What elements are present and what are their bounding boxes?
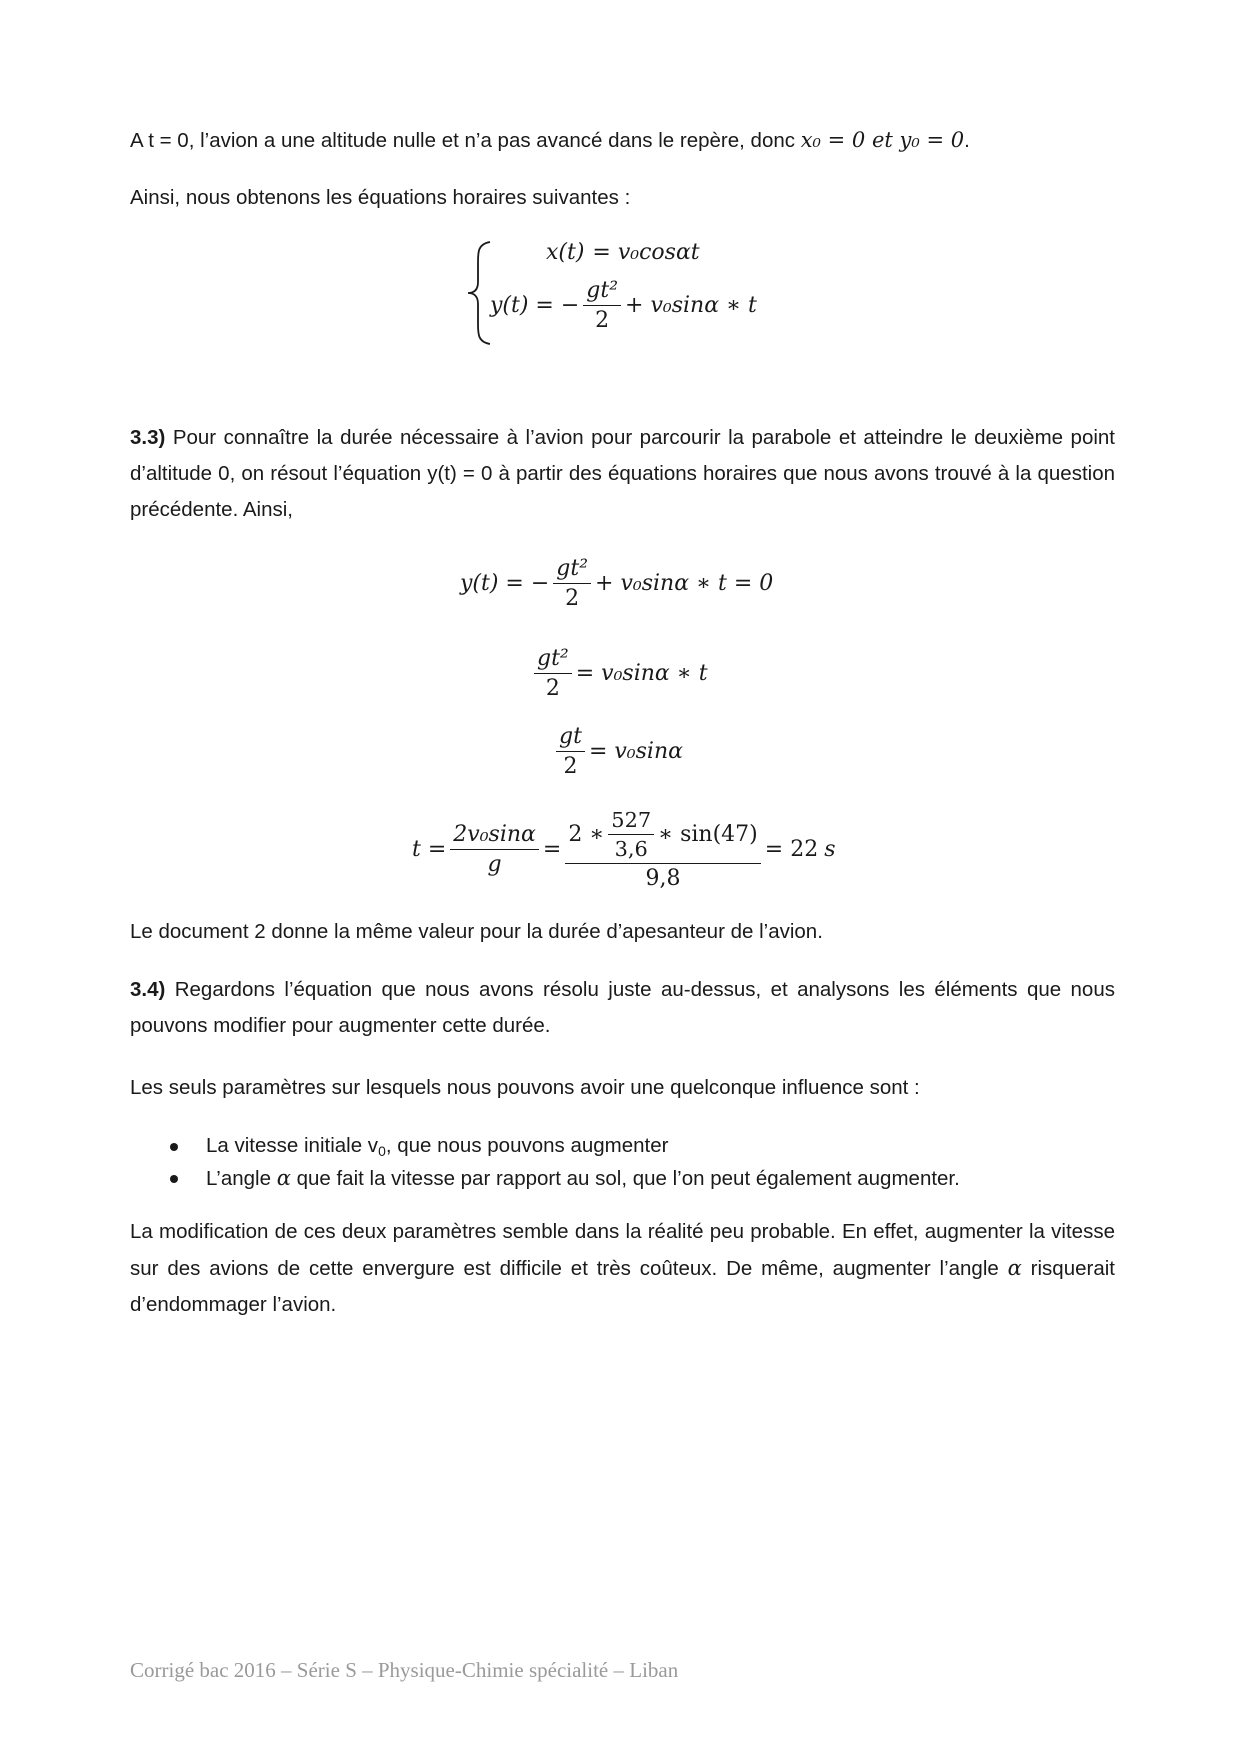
eq-b [530, 646, 708, 701]
eqA-den: 2 [565, 586, 580, 611]
eqD-inner-den: 3,6 [614, 837, 648, 861]
eqD-num2-a: 2 ∗ [568, 822, 605, 847]
eqD-unit: s [824, 837, 836, 862]
q33-text: Pour connaître la durée nécessaire à l’avion pour parcourir la parabole et atteindre le deuxième point d’altitude 0, on résout l’équation y(t) = 0 à partir des équations horaires que nous avons trouvé à la question précédente. Ainsi, [130, 426, 1115, 521]
eq2-den: 2 [595, 308, 610, 333]
eqB-den: 2 [545, 676, 560, 701]
intro-line-2: Ainsi, nous obtenons les équations horaires suivantes : [130, 186, 631, 209]
system-eq-2 [490, 278, 757, 333]
eqC-fraction [556, 724, 585, 779]
eqD-fraction-1 [450, 822, 539, 877]
bullet-2-text: L’angle [206, 1167, 277, 1190]
eqD-num1: 2v₀sinα [450, 822, 539, 850]
system-eq-1 [546, 240, 700, 265]
eq1-rhs: = v₀cosαt [592, 240, 700, 265]
eqB-fraction [534, 646, 572, 701]
eq1-lhs: x(t) [546, 240, 585, 265]
q33-label: 3.3) [130, 426, 166, 449]
eqB-num: gt² [534, 646, 572, 674]
eqD-den1: g [487, 852, 502, 877]
closing-alpha: α [1007, 1256, 1022, 1280]
closing-text-end: risquerait d’endommager l’avion. [130, 1257, 1115, 1316]
eqD-equals: = [542, 837, 562, 862]
closing-text: La modification de ces deux paramètres semble dans la réalité peu probable. En effet, augmenter la vitesse sur des avions de cette envergure est difficile et très coûteux. De même, augmenter l’angle [130, 1220, 1115, 1280]
eq2-rhs: + v₀sinα ∗ t [625, 293, 757, 318]
page-footer: Corrigé bac 2016 – Série S – Physique-Chimie spécialité – Liban [130, 1658, 679, 1682]
bullet-2 [206, 1160, 1106, 1197]
eqC-rhs: = v₀sinα [588, 739, 683, 764]
eqD-den2: 9,8 [645, 866, 681, 891]
eqC-num: gt [556, 724, 585, 752]
bullet-1-dot [170, 1143, 178, 1151]
eqC-den: 2 [563, 754, 578, 779]
bullet-2-dot [170, 1175, 178, 1183]
eqD-lhs: t = [412, 837, 447, 862]
eq-c [552, 724, 683, 779]
q34-params-intro: Les seuls paramètres sur lesquels nous pouvons avoir une quelconque influence sont : [130, 1076, 920, 1099]
eqA-fraction [553, 556, 591, 611]
q33-paragraph [130, 420, 1115, 528]
eq-d [412, 808, 835, 891]
eqA-num: gt² [553, 556, 591, 584]
intro-line-1 [130, 122, 1115, 159]
eqA-rhs: + v₀sinα ∗ t = 0 [595, 571, 774, 596]
q34-label: 3.4) [130, 978, 166, 1001]
bullet-1-text-end: , que nous pouvons augmenter [385, 1134, 669, 1157]
eq2-lhs: y(t) = − [490, 293, 580, 318]
eq-a [460, 556, 773, 611]
bullet-1 [206, 1128, 1106, 1164]
intro-period: . [964, 129, 970, 152]
eqD-fraction-2 [565, 808, 760, 891]
eqD-inner-num: 527 [608, 808, 654, 835]
q34-paragraph [130, 972, 1115, 1044]
eqD-num2 [565, 808, 760, 864]
eq2-num: gt² [583, 278, 621, 306]
q34-text: Regardons l’équation que nous avons résolu juste au-dessus, et analysons les éléments que nous pouvons modifier pour augmenter cette durée. [130, 978, 1115, 1037]
eqD-num2-b: ∗ sin(47) [658, 822, 758, 847]
bullet-1-sub: 0 [378, 1143, 386, 1160]
intro-text: A t = 0, l’avion a une altitude nulle et n’a pas avancé dans le repère, donc [130, 129, 801, 152]
eqB-rhs: = v₀sinα ∗ t [575, 661, 708, 686]
eqA-lhs: y(t) = − [460, 571, 550, 596]
eq2-fraction [583, 278, 621, 333]
q33-conclusion: Le document 2 donne la même valeur pour la durée d’apesanteur de l’avion. [130, 920, 823, 943]
eqD-inner-fraction [608, 808, 654, 861]
bullet-2-text-end: que fait la vitesse par rapport au sol, que l’on peut également augmenter. [290, 1167, 960, 1190]
eqD-result: = 22 [764, 837, 819, 862]
bullet-1-text: La vitesse initiale v [206, 1134, 379, 1157]
bullet-2-alpha: α [276, 1166, 291, 1190]
initial-conditions-math: x₀ = 0 et y₀ = 0 [800, 128, 965, 152]
q34-closing [130, 1214, 1115, 1323]
